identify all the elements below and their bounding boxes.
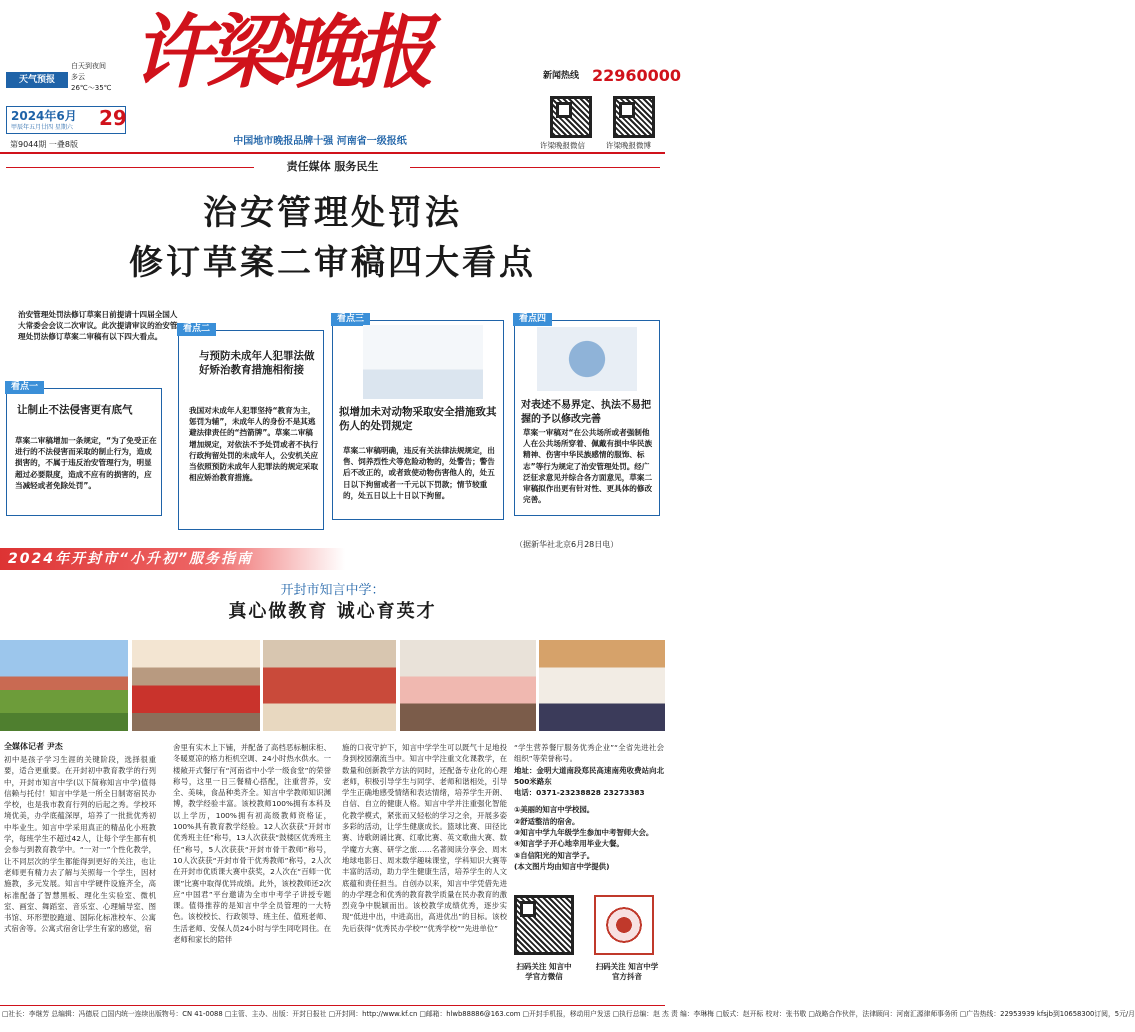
weather-line: 白天到夜间 (71, 62, 106, 70)
students-photo (539, 640, 665, 731)
date-day: 29 (99, 106, 127, 130)
issue-number: 第9044期 一叠8版 (10, 140, 78, 149)
wechat-qr-icon (550, 96, 592, 138)
weibo-qr-label: 许梁晚报微博 (606, 141, 651, 150)
photo-caption: ②舒适整洁的宿舍。 (514, 816, 580, 826)
point-box-2 (178, 324, 324, 530)
source-note: （据新华社北京6月28日电） (515, 540, 619, 549)
point-box-4 (514, 314, 660, 516)
weather-line: 26℃～35℃ (71, 84, 112, 92)
point-box-1 (6, 382, 162, 516)
date-month: 2024年6月 (11, 109, 77, 123)
dormitory-photo (132, 640, 260, 731)
dog-illustration-icon (363, 325, 483, 399)
article-column-1: 初中是孩子学习生涯的关键阶段，选择很重要，适合更重要。在开封初中教育教学的行列中，开封市知言中学(以下简称知言中学)值得信赖与托付！知言中学是一所全日制寄宿民办学校，也是我市教育行列的后起之秀。学校环境优美，办学底蕴深厚，培养了一批批优秀初中毕业生。知言中学采用真正的精品化小班教学，每班学生不超过42人，让每个学生都有机会参与到教育教学中。“一对一”个性化教学，让不同层次的学生都能得到更好的关注，也让老师更有精力去了解与关照每一个学生，因材施教，多元发展。知言中学硬件设施齐全，高标准配备了智慧黑板、理化生实验室、微机室、画室、舞蹈室、音乐室、心理辅导室、图书馆、环形塑胶跑道、国际化标准校车、公寓式宿舍等。公寓式宿舍让学生有家的感觉，宿 (4, 755, 156, 934)
date-box (6, 106, 126, 134)
headline-line-2: 修订草案二审稿四大看点 (129, 243, 536, 283)
weibo-qr-icon (613, 96, 655, 138)
weather-line: 多云 (71, 73, 85, 81)
footer-info: □社长：李继芳 总编辑：冯德辰 □国内统一连续出版物号：CN 41-0088 □主管、主办、出版：开封日报社 □开封网：http://www.kf.cn □邮箱：hlwb88886@163.com □开封手机报，移动用户发送 □执行总编：赵 杰 责 编：李琳梅 □版式：赵开标 校对：张书敬 □战略合作伙伴，法律顾问：河南汇源律师事务所 □广告热线：22953939 kfsjb到10658300订阅，5元/月 (2, 1010, 1135, 1018)
lunar-date: 甲辰年五月廿四 星期六 (11, 124, 73, 131)
point-body: 草案一审稿对“在公共场所或者强制他人在公共场所穿着、佩戴有损中华民族精神、伤害中华民族感情的服饰、标志”等行为规定了治安管理处罚。经广泛征求意见并综合各方面意见，草案二审稿拟作出更有针对性、更具体的修改完善。 (523, 428, 653, 505)
exam-meeting-photo (263, 640, 396, 731)
article-title: 真心做教育 诚心育英才 (228, 601, 437, 622)
guide-banner-text: 2024年开封市“小升初”服务指南 (8, 551, 253, 567)
point-tag: 看点四 (513, 313, 552, 326)
main-headline (0, 188, 665, 288)
point-title: 拟增加未对动物采取安全措施致其伤人的处罚规定 (339, 406, 497, 432)
point-tag: 看点三 (331, 313, 370, 326)
footer-divider (0, 1005, 665, 1006)
photo-caption: ①美丽的知言中学校园。 (514, 805, 595, 815)
photo-caption: ④知言学子开心地幸用毕业大餐。 (514, 839, 624, 849)
photo-caption: ③知言中学九年级学生参加中考智师大会。 (514, 828, 654, 838)
point-body: 我国对未成年人犯罪坚持“教育为主，惩罚为辅”，未成年人的身份不是其逃避法律责任的“挡箭牌”。草案二审稿增加规定，对依法不予处罚或者不执行行政拘留处罚的未成年人，公安机关应当依照预防未成年人犯罪法的规定采取相应矫治教育措施。 (189, 406, 319, 483)
article-column-3: 施的口夜守护下，知言中学学生可以既气十足地投身到校园潮流当中。知言中学注重文化课教学，在数量和创新教学方法的同时，还配备专业化的心理老师，积极引导学生与同学、老师和谐相处，引导学生正确地感受情绪和表达情绪，培养学生开朗、自信、自立的健康人格。知言中学并注重强化智能化教学模式，紧张而又轻松的学习之余，开展多姿多彩的活动，让学生健康成长。篮球比赛、田径比赛、诗歌朗诵比赛、红歌比赛、英文歌曲大赛、数学魔方大赛、研学之旅……名著阅读分享会、周末地球电影日、周末数学趣味课堂，学科知识大赛等丰富的活动，助力学生健康生活，培养学生的人文底蕴和责任担当。自创办以来，知言中学凭借先进的办学理念和优秀的教育教学质量在民办教育的激烈竞争中脱颖而出。该校教学成绩优秀，逐步实现“低进中出，中进高出，高进优出”的目标。该校先后获得“优秀民办学校”“优秀学校”“先进单位” (342, 743, 507, 933)
school-address: 地址：金明大道南段郑民高速南苑收费站向北500米路东 (514, 765, 664, 786)
school-douyin-qr-label: 扫码关注 知言中学官方抖音 (595, 962, 659, 982)
photo-caption: ⑤自信阳光的知言学子。 (514, 850, 595, 860)
point-title: 与预防未成年人犯罪法做好矫治教育措施相衔接 (199, 350, 315, 376)
point-box-3 (332, 314, 504, 520)
slogan: 责任媒体 服务民生 (286, 160, 379, 173)
weather-forecast (71, 61, 133, 94)
byline: 全媒体记者 尹杰 (4, 742, 63, 751)
article-column-4 (514, 742, 664, 872)
honor-text: “学生营养餐厅服务优秀企业”“全省先进社会组织”等荣誉称号。 (514, 743, 664, 764)
scale-illustration-icon (537, 327, 637, 391)
article-subtitle: 开封市知言中学： (280, 583, 385, 598)
masthead-divider (0, 152, 665, 154)
tagline: 中国地市晚报品牌十强 河南省一级报纸 (233, 136, 407, 147)
point-body: 草案二审稿增加一条规定，“为了免受正在进行的不法侵害而采取的制止行为，造成损害的，不属于违反治安管理行为，明显超过必要限度，造成不应有的损害的，应当减轻或者免除处罚”。 (15, 436, 157, 490)
newspaper-logo: 许梁晚报 (132, 5, 428, 99)
school-phone: 电话：0371-23238828 23273383 (514, 788, 645, 798)
point-tag: 看点一 (5, 381, 44, 394)
weather-tag: 天气预报 (6, 72, 68, 88)
hotline-number: 22960000 (592, 66, 682, 85)
point-title: 对表述不易界定、执法不易把握的予以修改完善 (521, 400, 651, 425)
campus-photo (0, 640, 128, 731)
wechat-qr-label: 许梁晚报微信 (540, 141, 585, 150)
point-body: 草案二审稿明确，违反有关法律法规规定，出售、饲养烈性犬等危险动物的，处警告；警告后不改正的，或者致使动物伤害他人的，处五日以下拘留或者一千元以下罚款；情节较重的，处五日以上十日以下拘留。 (343, 446, 495, 500)
headline-line-1: 治安管理处罚法 (203, 193, 462, 233)
lead-paragraph: 治安管理处罚法修订草案日前提请十四届全国人大常委会会议二次审议。此次提请审议的治安管理处罚法修订草案二审稿有以下四大看点。 (18, 310, 178, 341)
school-wechat-qr-icon (514, 895, 574, 955)
article-column-2: 舍里有实木上下铺，并配备了高档恶标橱床柜、冬暖夏凉的格力柜机空调、24小时热水供水。一楼敞开式餐厅有“河南省中小学一级食堂”的荣誉称号，这里一日三餐精心搭配，注重营养，安全、美味，食品种类齐全。知言中学教师知识渊博，教学经验丰富。该校教师100%拥有本科及以上学历，100%拥有初高级教师资格证，100%具有教育教学经验。12人次获获“开封市优秀班主任”称号，13人次获获“鼓楼区优秀班主任”称号，5人次获获“开封市骨干教师”称号，10人次获获“开封市骨干优秀教师”称号，2人次在开封市优质课大赛中获奖，2人次在“百师一优课”比赛中取得优异成绩。此外，该校教师还2次应“中国君”平台邀请为全市中考学子讲授专题课。值得推荐的是知言中学全员管理的一大特色。该校校长、行政领导、班主任、值班老师、生活老师、安保人员24小时与学生同吃同住。在老师和家长的陪伴 (173, 743, 331, 945)
photo-credit: (本文图片均由知言中学提供) (514, 861, 610, 871)
school-wechat-qr-label: 扫码关注 知言中学官方微信 (516, 962, 572, 982)
point-tag: 看点二 (177, 323, 216, 336)
school-douyin-qr-icon (594, 895, 654, 955)
hotline-label: 新闻热线 (543, 71, 580, 81)
point-title: 让制止不法侵害更有底气 (17, 404, 133, 416)
graduation-dinner-photo (400, 640, 536, 731)
